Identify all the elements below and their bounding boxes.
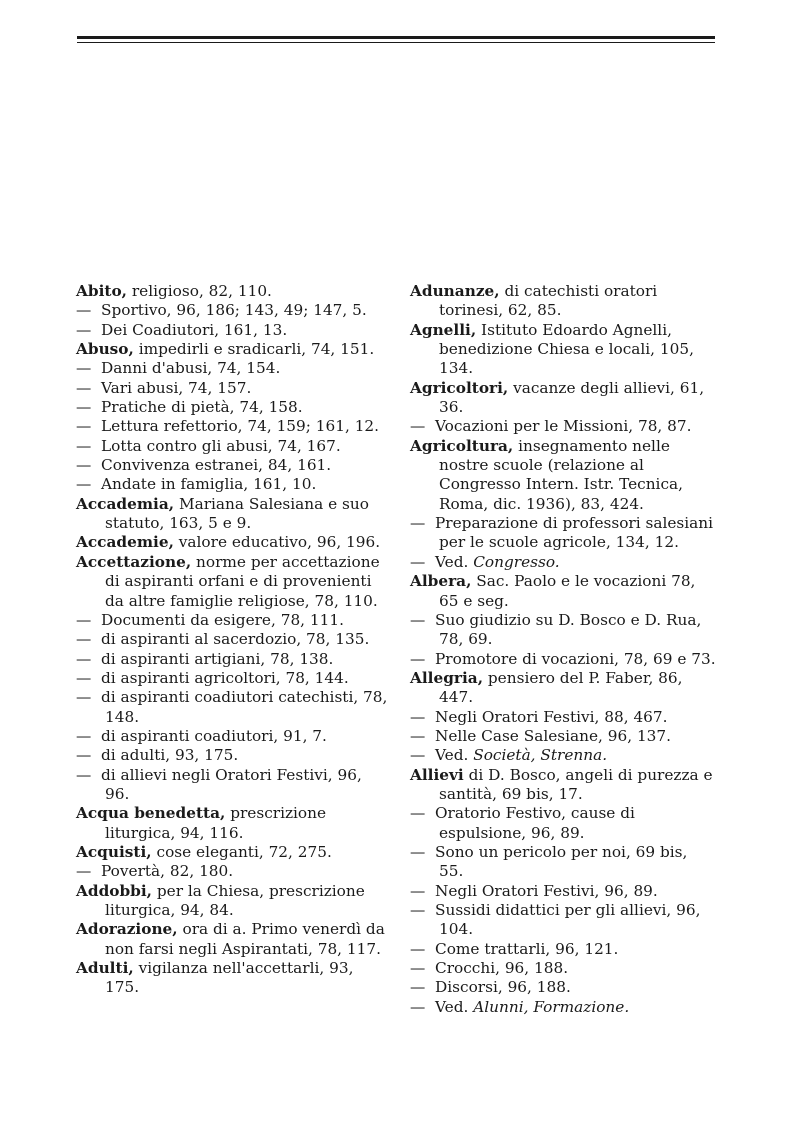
index-entry <box>410 437 716 514</box>
index-subentry <box>76 688 388 727</box>
entry-heading: Adunanze, <box>410 282 500 300</box>
see-also-reference: Società, Strenna. <box>473 746 608 765</box>
entry-heading: Adulti, <box>76 959 134 978</box>
index-entry <box>76 533 388 552</box>
entry-text: Sono un pericolo per noi, 69 bis, 55. <box>435 842 688 881</box>
em-dash-marker: — <box>76 320 92 339</box>
entry-text: Preparazione di professori salesiani per le scuole agricole, 134, 12. <box>435 514 714 552</box>
entry-heading: Albera, <box>410 572 472 591</box>
index-entry <box>410 282 716 321</box>
entry-text: cose eleganti, 72, 275. <box>151 842 332 861</box>
index-subentry <box>76 301 388 320</box>
entry-heading: Accademie, <box>76 533 174 552</box>
index-entry <box>76 340 388 359</box>
entry-text: Negli Oratori Festivi, 96, 89. <box>435 881 658 900</box>
em-dash-marker: — <box>410 610 426 629</box>
entry-text: Convivenza estranei, 84, 161. <box>101 456 332 475</box>
index-subentry <box>76 379 388 398</box>
em-dash-marker: — <box>76 436 92 455</box>
entry-text: Documenti da esigere, 78, 111. <box>101 610 344 629</box>
entry-text: vacanze degli allievi, 61, 36. <box>439 378 705 417</box>
em-dash-marker: — <box>76 378 92 397</box>
em-dash-marker: — <box>410 978 426 997</box>
index-subentry <box>410 746 716 765</box>
index-subentry <box>76 746 388 765</box>
index-subentry <box>410 804 716 843</box>
entry-text: di aspiranti al sacerdozio, 78, 135. <box>101 630 370 649</box>
em-dash-marker: — <box>76 862 92 881</box>
index-subentry <box>410 978 716 997</box>
em-dash-marker: — <box>410 552 426 571</box>
entry-text: Andate in famiglia, 161, 10. <box>101 475 317 494</box>
entry-text: religioso, 82, 110. <box>126 282 272 300</box>
em-dash-marker: — <box>76 417 92 436</box>
index-subentry <box>410 998 716 1017</box>
index-entry <box>76 959 388 998</box>
index-entry <box>76 843 388 862</box>
index-subentry <box>410 708 716 727</box>
entry-text: per la Chiesa, prescrizione liturgica, 94, 84. <box>105 881 365 919</box>
em-dash-marker: — <box>410 959 426 978</box>
entry-text: Sussidi didattici per gli allievi, 96, 104. <box>435 901 701 939</box>
em-dash-marker: — <box>76 630 92 649</box>
em-dash-marker: — <box>76 301 92 320</box>
em-dash-marker: — <box>410 804 426 823</box>
index-column-left <box>76 282 388 998</box>
index-subentry <box>76 398 388 417</box>
index-subentry <box>410 417 716 436</box>
entry-text: Crocchi, 96, 188. <box>435 959 569 978</box>
index-entry <box>410 321 716 379</box>
entry-text: di catechisti oratori torinesi, 62, 85. <box>439 282 658 320</box>
index-subentry <box>76 727 388 746</box>
em-dash-marker: — <box>410 746 426 765</box>
index-subentry <box>410 959 716 978</box>
index-subentry <box>410 843 716 882</box>
entry-text: Istituto Edoardo Agnelli, benedizione Chiesa e locali, 105, 134. <box>439 320 694 378</box>
em-dash-marker: — <box>410 726 426 745</box>
entry-text: di aspiranti artigiani, 78, 138. <box>101 649 334 668</box>
em-dash-marker: — <box>410 649 426 668</box>
index-column-right <box>410 282 716 1017</box>
entry-text: Lotta contro gli abusi, 74, 167. <box>101 436 341 455</box>
index-entry <box>410 669 716 708</box>
entry-text: Pratiche di pietà, 74, 158. <box>101 398 303 417</box>
entry-text: Mariana Salesiana e suo statuto, 163, 5 e 9. <box>105 494 369 533</box>
em-dash-marker: — <box>76 726 92 745</box>
entry-text: di aspiranti agricoltori, 78, 144. <box>101 668 349 687</box>
index-entry <box>76 495 388 534</box>
entry-text: di D. Bosco, angeli di purezza e santità, 69 bis, 17. <box>439 765 713 803</box>
index-entry <box>76 553 388 611</box>
index-subentry <box>76 862 388 881</box>
entry-text: Sportivo, 96, 186; 143, 49; 147, 5. <box>101 301 367 320</box>
entry-text: Suo giudizio su D. Bosco e D. Rua, 78, 69. <box>435 610 702 649</box>
index-subentry <box>410 553 716 572</box>
index-subentry <box>410 650 716 669</box>
header-rule-thin <box>77 42 715 43</box>
entry-heading: Allievi <box>410 765 464 784</box>
entry-text: Vari abusi, 74, 157. <box>101 378 252 397</box>
index-entry <box>76 882 388 921</box>
index-entry <box>410 379 716 418</box>
entry-text: Oratorio Festivo, cause di espulsione, 96, 89. <box>435 804 635 842</box>
index-entry <box>76 920 388 959</box>
em-dash-marker: — <box>410 514 426 533</box>
index-subentry <box>410 901 716 940</box>
entry-text: prescrizione liturgica, 94, 116. <box>105 804 327 842</box>
em-dash-marker: — <box>76 765 92 784</box>
index-subentry <box>76 359 388 378</box>
entry-text: Negli Oratori Festivi, 88, 467. <box>435 707 668 726</box>
entry-heading: Acqua benedetta, <box>76 804 226 823</box>
entry-text: di adulti, 93, 175. <box>101 746 239 765</box>
entry-text: Promotore di vocazioni, 78, 69 e 73. <box>435 649 716 668</box>
entry-heading: Abito, <box>76 282 127 300</box>
see-also-prefix: Ved. <box>435 552 474 571</box>
index-subentry <box>76 669 388 688</box>
entry-text: insegnamento nelle nostre scuole (relazione al Congresso Intern. Istr. Tecnica, Roma, dic. 1936), 83, 424. <box>439 436 684 513</box>
entry-text: Discorsi, 96, 188. <box>435 978 571 997</box>
entry-heading: Abuso, <box>76 340 134 359</box>
entry-text: Nelle Case Salesiane, 96, 137. <box>435 726 672 745</box>
em-dash-marker: — <box>410 939 426 958</box>
index-subentry <box>410 514 716 553</box>
entry-heading: Adorazione, <box>76 920 178 939</box>
em-dash-marker: — <box>76 688 92 707</box>
entry-text: norme per accettazione di aspiranti orfani e di provenienti da altre famiglie religiose, 78, 110. <box>105 552 380 610</box>
see-also-prefix: Ved. <box>435 997 474 1016</box>
entry-heading: Addobbi, <box>76 881 152 900</box>
index-subentry <box>76 321 388 340</box>
entry-text: Lettura refettorio, 74, 159; 161, 12. <box>101 417 380 436</box>
entry-text: valore educativo, 96, 196. <box>173 533 381 552</box>
index-subentry <box>410 727 716 746</box>
entry-text: impedirli e sradicarli, 74, 151. <box>133 340 375 359</box>
entry-heading: Acquisti, <box>76 842 152 861</box>
see-also-reference: Congresso. <box>473 552 560 571</box>
entry-heading: Agnelli, <box>410 320 477 339</box>
em-dash-marker: — <box>410 881 426 900</box>
entry-text: ora di a. Primo venerdì da non farsi negli Aspirantati, 78, 117. <box>105 920 385 958</box>
em-dash-marker: — <box>76 668 92 687</box>
header-rule-thick <box>77 36 715 39</box>
entry-heading: Allegria, <box>410 668 484 687</box>
entry-heading: Accettazione, <box>76 552 192 571</box>
entry-text: Sac. Paolo e le vocazioni 78, 65 e seg. <box>439 572 696 610</box>
entry-heading: Accademia, <box>76 494 175 513</box>
em-dash-marker: — <box>410 901 426 919</box>
entry-text: Povertà, 82, 180. <box>101 862 234 881</box>
index-subentry <box>76 766 388 805</box>
index-subentry <box>76 437 388 456</box>
entry-heading: Agricoltori, <box>410 378 509 397</box>
index-subentry <box>76 456 388 475</box>
entry-heading: Agricoltura, <box>410 436 514 455</box>
index-subentry <box>76 630 388 649</box>
entry-text: Vocazioni per le Missioni, 78, 87. <box>435 417 692 436</box>
entry-text: di aspiranti coadiutori catechisti, 78, 148. <box>101 688 388 726</box>
index-subentry <box>76 417 388 436</box>
em-dash-marker: — <box>410 417 426 436</box>
entry-text: Come trattarli, 96, 121. <box>435 939 619 958</box>
em-dash-marker: — <box>76 649 92 668</box>
em-dash-marker: — <box>76 359 92 378</box>
em-dash-marker: — <box>76 456 92 475</box>
index-subentry <box>410 611 716 650</box>
em-dash-marker: — <box>410 707 426 726</box>
em-dash-marker: — <box>410 842 426 861</box>
index-entry <box>410 572 716 611</box>
index-subentry <box>76 650 388 669</box>
em-dash-marker: — <box>76 398 92 417</box>
entry-text: di aspiranti coadiutori, 91, 7. <box>101 726 327 745</box>
see-also-reference: Alunni, Formazione. <box>473 997 630 1016</box>
index-subentry <box>410 882 716 901</box>
index-subentry <box>76 475 388 494</box>
index-entry <box>76 282 388 301</box>
entry-text: di allievi negli Oratori Festivi, 96, 96. <box>101 765 362 803</box>
em-dash-marker: — <box>76 746 92 765</box>
index-subentry <box>76 611 388 630</box>
index-entry <box>410 766 716 805</box>
em-dash-marker: — <box>76 610 92 629</box>
entry-text: Dei Coadiutori, 161, 13. <box>101 320 288 339</box>
see-also-prefix: Ved. <box>435 746 474 765</box>
entry-text: Danni d'abusi, 74, 154. <box>101 359 281 378</box>
index-subentry <box>410 940 716 959</box>
entry-text: vigilanza nell'accettarli, 93, 175. <box>105 959 354 997</box>
index-entry <box>76 804 388 843</box>
em-dash-marker: — <box>76 475 92 494</box>
entry-text: pensiero del P. Faber, 86, 447. <box>439 668 683 707</box>
em-dash-marker: — <box>410 997 426 1016</box>
